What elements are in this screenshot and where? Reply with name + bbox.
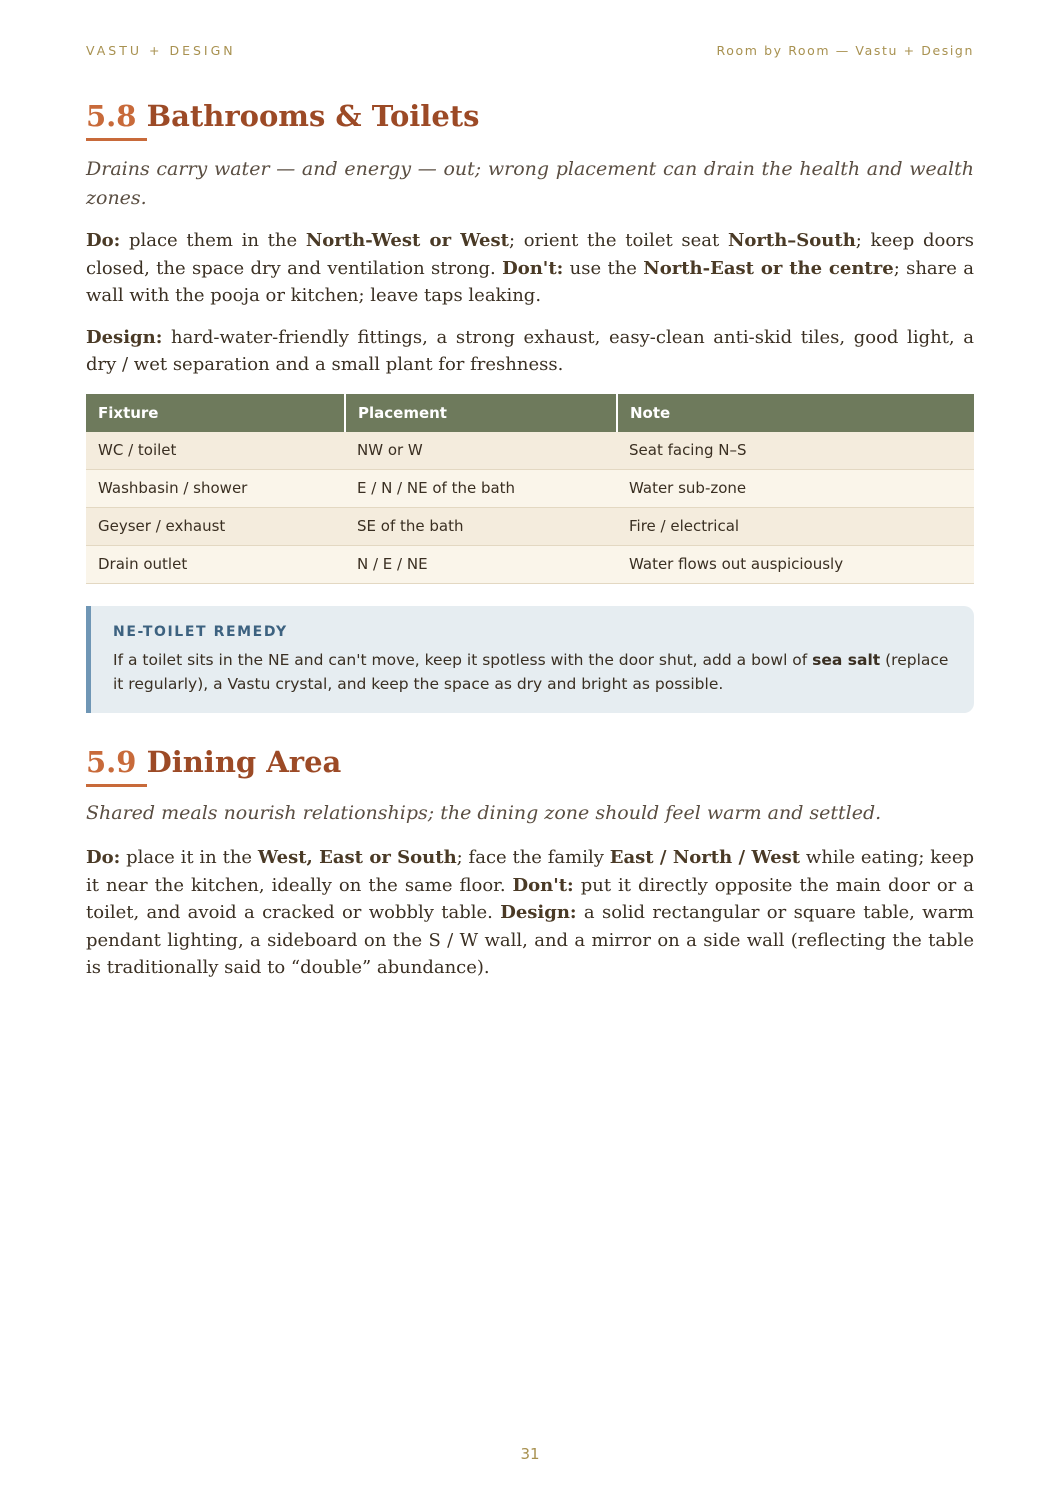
fixture-table bbox=[86, 394, 974, 584]
dont-label: Don't: bbox=[512, 874, 574, 896]
table-header-row bbox=[86, 394, 974, 432]
text-run: hard-water-friendly fittings, a strong exhaust, easy-clean anti-skid tiles, good light, a dry / wet separation and a small plant for freshness. bbox=[86, 326, 974, 375]
table-cell: Water flows out auspiciously bbox=[617, 545, 974, 583]
section-5-8 bbox=[86, 98, 974, 713]
text-run: ; share a wall with the pooja or kitchen; leave taps leaking. bbox=[86, 257, 974, 306]
table-row bbox=[86, 545, 974, 583]
column-header: Fixture bbox=[86, 394, 345, 432]
design-label: Design: bbox=[500, 902, 577, 923]
table-row bbox=[86, 432, 974, 470]
text-run: put it directly opposite the main door or a toilet, and avoid a cracked or wobbly table. bbox=[86, 874, 974, 923]
text-run: a solid rectangular or square table, warm pendant lighting, a sideboard on the S / W wall, and a mirror on a side wall (reflecting the table is traditionally said to “double” abundance). bbox=[86, 902, 974, 978]
text-run: while eating; keep it near the kitchen, ideally on the same floor. bbox=[86, 847, 975, 896]
page-number: 31 bbox=[520, 1445, 540, 1463]
table-cell: Fire / electrical bbox=[617, 507, 974, 545]
emphasis: East / North / West bbox=[609, 847, 801, 868]
text-run: If a toilet sits in the NE and can't move, keep it spotless with the door shut, add a bowl of bbox=[113, 650, 813, 669]
design-paragraph bbox=[86, 324, 974, 379]
emphasis: sea salt bbox=[812, 650, 881, 669]
callout-body bbox=[113, 648, 954, 697]
emphasis: West, East or South bbox=[257, 847, 457, 868]
design-label: Design: bbox=[86, 326, 163, 348]
section-title: Bathrooms & Toilets bbox=[146, 99, 480, 133]
table-row bbox=[86, 507, 974, 545]
column-header: Note bbox=[617, 394, 974, 432]
table-cell: SE of the bath bbox=[345, 507, 617, 545]
section-heading bbox=[86, 744, 974, 780]
text-run: ; keep doors closed, the space dry and ventilation strong. bbox=[86, 230, 974, 279]
heading-underline bbox=[86, 784, 147, 787]
text-run: use the bbox=[563, 257, 644, 279]
table-cell: E / N / NE of the bath bbox=[345, 469, 617, 507]
emphasis: North-East or the centre bbox=[643, 257, 894, 279]
running-head-left: VASTU + DESIGN bbox=[86, 43, 236, 58]
text-run: (replace it regularly), a Vastu crystal, and keep the space as dry and bright as possible. bbox=[113, 650, 949, 693]
section-heading bbox=[86, 98, 974, 134]
do-dont-paragraph bbox=[86, 227, 974, 310]
table-row bbox=[86, 469, 974, 507]
section-title: Dining Area bbox=[146, 745, 342, 779]
section-number: 5.8 bbox=[86, 99, 137, 133]
callout-title: NE-TOILET REMEDY bbox=[113, 623, 288, 640]
text-run: ; face the family bbox=[456, 847, 610, 868]
section-5-9 bbox=[86, 744, 974, 982]
running-head-right: Room by Room — Vastu + Design bbox=[716, 43, 974, 58]
table-cell: Geyser / exhaust bbox=[86, 507, 345, 545]
do-label: Do: bbox=[86, 230, 121, 251]
table-cell: N / E / NE bbox=[345, 545, 617, 583]
table-cell: Water sub-zone bbox=[617, 469, 974, 507]
table-cell: WC / toilet bbox=[86, 432, 345, 470]
heading-underline bbox=[86, 138, 147, 141]
page bbox=[86, 0, 974, 1500]
table-cell: Drain outlet bbox=[86, 545, 345, 583]
table-cell: NW or W bbox=[345, 432, 617, 470]
section-lede: Shared meals nourish relationships; the dining zone should feel warm and settled. bbox=[86, 802, 882, 824]
text-run: place it in the bbox=[120, 847, 258, 868]
emphasis: North–South bbox=[727, 230, 856, 251]
table-cell: Seat facing N–S bbox=[617, 432, 974, 470]
emphasis: North-West or West bbox=[305, 230, 509, 251]
text-run: place them in the bbox=[120, 230, 306, 251]
section-number: 5.9 bbox=[86, 745, 137, 779]
do-dont-paragraph bbox=[86, 844, 974, 982]
text-run: ; orient the toilet seat bbox=[508, 230, 728, 251]
column-header: Placement bbox=[345, 394, 617, 432]
table-cell: Washbasin / shower bbox=[86, 469, 345, 507]
dont-label: Don't: bbox=[502, 257, 564, 279]
section-lede: Drains carry water — and energy — out; wrong placement can drain the health and wealth zones. bbox=[86, 158, 974, 209]
do-label: Do: bbox=[86, 847, 121, 868]
remedy-callout bbox=[86, 606, 974, 713]
